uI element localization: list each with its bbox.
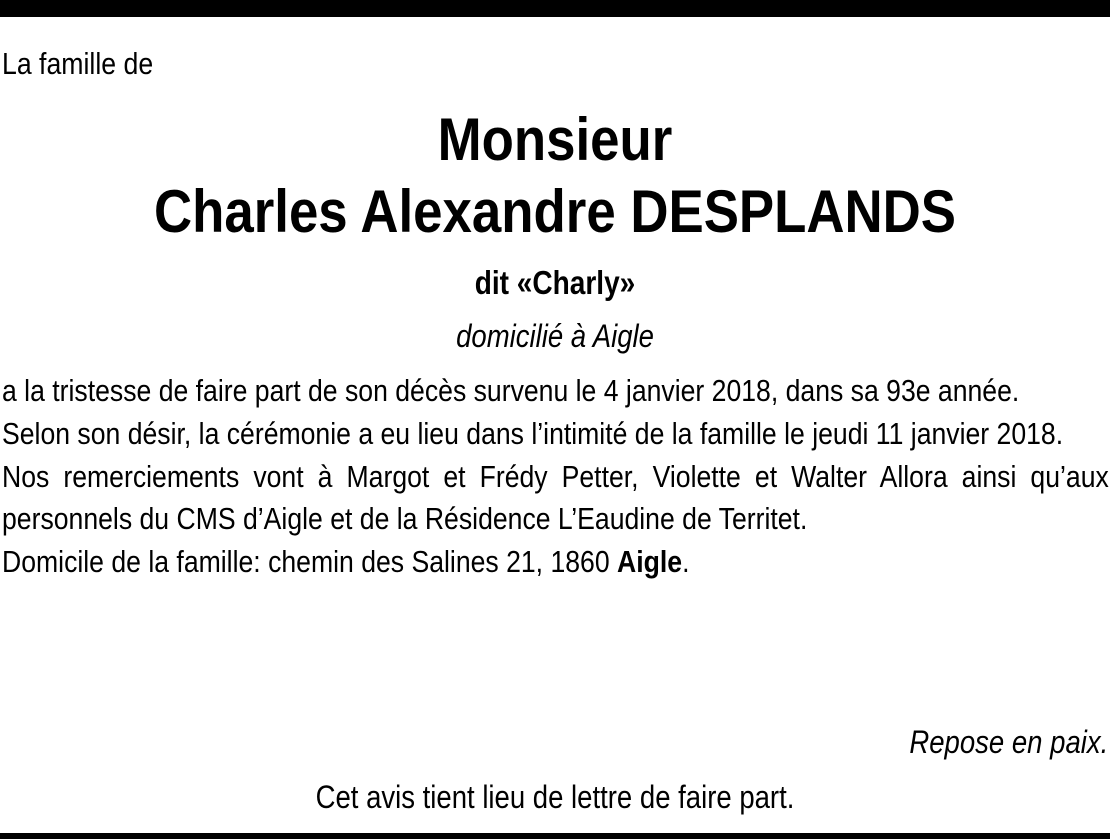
- ceremony-paragraph: Selon son désir, la cérémonie a eu lieu dans l’intimité de la famille le jeudi 11 janvier 2018.: [2, 415, 1064, 451]
- deceased-title: Monsieur: [437, 106, 673, 173]
- footer-note: Cet avis tient lieu de lettre de faire part.: [315, 779, 795, 815]
- family-address-paragraph: [2, 541, 1109, 584]
- deceased-full-name: Charles Alexandre DESPLANDS: [153, 178, 957, 245]
- address-suffix: .: [682, 544, 690, 580]
- thanks-paragraph: Nos remerciements vont à Margot et Frédy Petter, Violette et Walter Allora ainsi qu’aux personnels du CMS d’Aigle et de la Résidence L’Eaudine de Territet.: [2, 458, 1109, 537]
- bottom-border-rule: [0, 833, 1110, 839]
- deceased-residence: domicilié à Aigle: [456, 318, 654, 354]
- deceased-name-block: [0, 104, 1110, 248]
- intro-text: La famille de: [2, 46, 154, 81]
- address-city: Aigle: [617, 544, 683, 580]
- closing-phrase: Repose en paix.: [909, 724, 1108, 760]
- deceased-nickname: dit «Charly»: [474, 264, 636, 301]
- announcement-paragraph: a la tristesse de faire part de son décès survenu le 4 janvier 2018, dans sa 93e année.: [2, 373, 1020, 408]
- announcement-body: [2, 370, 1109, 584]
- top-border-rule: [0, 0, 1110, 17]
- address-prefix: Domicile de la famille: chemin des Salines 21, 1860: [2, 544, 618, 580]
